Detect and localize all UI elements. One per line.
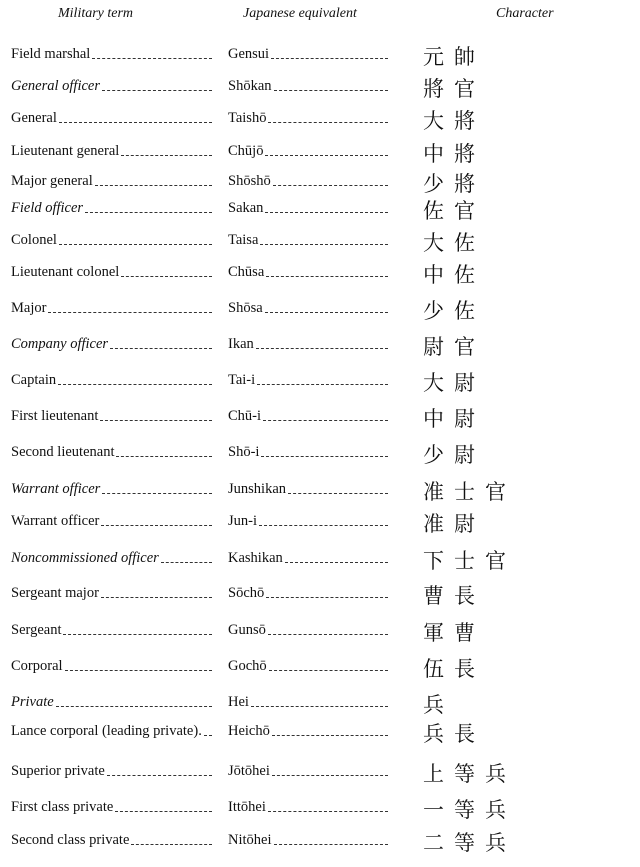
kanji-character: 兵 xyxy=(423,693,454,717)
japanese-equivalent: Ittōhei xyxy=(228,799,266,815)
military-term-text: Sergeant major xyxy=(11,585,99,601)
leader-line xyxy=(251,706,388,707)
japanese-equivalent: Junshikan xyxy=(228,481,286,497)
table-row xyxy=(0,47,640,81)
kanji-character: 中佐 xyxy=(423,263,485,287)
kanji-character: 少尉 xyxy=(423,443,485,467)
japanese-equivalent: Nitōhei xyxy=(228,832,272,848)
japanese-equivalent: Sakan xyxy=(228,200,264,216)
military-term xyxy=(11,79,211,94)
table-row xyxy=(0,233,640,267)
military-term-text: Major xyxy=(11,300,47,316)
military-term-text: Warrant officer xyxy=(11,481,101,497)
military-term-text: Corporal xyxy=(11,658,63,674)
kanji-character: 元帥 xyxy=(423,45,485,69)
leader-line xyxy=(65,670,212,671)
leader-line xyxy=(265,312,388,313)
table-row xyxy=(0,144,640,178)
japanese-equivalent: Kashikan xyxy=(228,550,283,566)
leader-line xyxy=(266,276,388,277)
leader-line xyxy=(59,244,212,245)
military-term-text: Private xyxy=(11,694,54,710)
military-term xyxy=(11,695,211,710)
military-term-text: Warrant officer xyxy=(11,513,100,529)
leader-line xyxy=(263,420,388,421)
leader-line xyxy=(121,155,212,156)
military-term-text: Sergeant xyxy=(11,622,62,638)
table-row xyxy=(0,445,640,479)
leader-line xyxy=(285,562,388,563)
japanese-equivalent: Jun-i xyxy=(228,513,257,529)
leader-line xyxy=(58,384,212,385)
military-term xyxy=(11,111,211,126)
table-row xyxy=(0,586,640,620)
military-term-text: Lieutenant colonel xyxy=(11,264,120,280)
leader-line xyxy=(95,185,212,186)
japanese-equivalent: Jōtōhei xyxy=(228,763,270,779)
kanji-character: 大佐 xyxy=(423,231,485,255)
leader-line xyxy=(110,348,212,349)
military-term-text: Field marshal xyxy=(11,46,91,62)
military-term xyxy=(11,409,211,424)
japanese-equivalent: Shō-i xyxy=(228,444,260,460)
table-row xyxy=(0,301,640,335)
leader-line xyxy=(268,634,388,635)
military-term-text: Second lieutenant xyxy=(11,444,115,460)
kanji-character: 少佐 xyxy=(423,299,485,323)
leader-line xyxy=(260,244,388,245)
header-military-term: Military term xyxy=(58,6,134,21)
leader-line xyxy=(102,90,212,91)
military-term-text: Captain xyxy=(11,372,57,388)
kanji-character: 伍長 xyxy=(423,657,485,681)
leader-line xyxy=(121,276,212,277)
table-row xyxy=(0,833,640,867)
kanji-character: 一等兵 xyxy=(423,798,516,822)
kanji-character: 上等兵 xyxy=(423,762,516,786)
military-term xyxy=(11,174,211,189)
kanji-character: 將官 xyxy=(423,77,485,101)
leader-line xyxy=(63,634,212,635)
military-term-text: Lieutenant general xyxy=(11,143,120,159)
leader-line xyxy=(265,212,388,213)
table-row xyxy=(0,373,640,407)
table-row xyxy=(0,551,640,585)
leader-line xyxy=(265,155,388,156)
table-row xyxy=(0,800,640,834)
military-term xyxy=(11,514,211,529)
japanese-equivalent: Tai-i xyxy=(228,372,256,388)
japanese-equivalent: Chū-i xyxy=(228,408,262,424)
leader-line xyxy=(272,735,388,736)
japanese-equivalent: Taisa xyxy=(228,232,259,248)
japanese-equivalent: Ikan xyxy=(228,336,254,352)
military-term-text: Superior private xyxy=(11,763,105,779)
leader-line xyxy=(274,90,389,91)
japanese-equivalent: Gochō xyxy=(228,658,267,674)
leader-line xyxy=(256,348,388,349)
table-row xyxy=(0,111,640,145)
table-row xyxy=(0,482,640,516)
japanese-equivalent: Gensui xyxy=(228,46,270,62)
kanji-character: 准尉 xyxy=(423,512,485,536)
military-term-text: First class private xyxy=(11,799,114,815)
japanese-equivalent: Hei xyxy=(228,694,249,710)
leader-line xyxy=(85,212,212,213)
kanji-character: 少將 xyxy=(423,172,485,196)
military-term xyxy=(11,265,211,280)
leader-line xyxy=(257,384,388,385)
japanese-equivalent: Heichō xyxy=(228,723,270,739)
table-row xyxy=(0,79,640,113)
leader-line xyxy=(101,525,212,526)
military-term xyxy=(11,201,211,216)
table-row xyxy=(0,724,640,758)
military-term-text: Field officer xyxy=(11,200,84,216)
leader-line xyxy=(102,493,212,494)
military-term-text: Lance corporal (leading private). xyxy=(11,723,202,739)
military-term xyxy=(11,445,211,460)
military-term-text: General xyxy=(11,110,57,126)
japanese-equivalent: Taishō xyxy=(228,110,267,126)
military-term xyxy=(11,551,211,566)
japanese-equivalent: Chūsa xyxy=(228,264,265,280)
kanji-character: 曹長 xyxy=(423,584,485,608)
leader-line xyxy=(274,844,389,845)
leader-line xyxy=(271,58,388,59)
leader-line xyxy=(273,185,388,186)
military-term xyxy=(11,337,211,352)
table-row xyxy=(0,201,640,235)
military-term-text: General officer xyxy=(11,78,100,94)
leader-line xyxy=(266,597,388,598)
leader-line xyxy=(268,122,388,123)
military-term xyxy=(11,800,211,815)
kanji-character: 下士官 xyxy=(423,549,516,573)
kanji-character: 中尉 xyxy=(423,407,485,431)
kanji-character: 中將 xyxy=(423,142,485,166)
military-term xyxy=(11,623,211,638)
leader-line xyxy=(259,525,388,526)
kanji-character: 兵長 xyxy=(423,722,485,746)
leader-line xyxy=(107,775,212,776)
kanji-character: 軍曹 xyxy=(423,621,485,645)
military-term-text: Second class private xyxy=(11,832,130,848)
kanji-character: 大尉 xyxy=(423,371,485,395)
japanese-equivalent: Shōkan xyxy=(228,78,272,94)
military-term xyxy=(11,233,211,248)
military-term xyxy=(11,144,211,159)
leader-line xyxy=(56,706,212,707)
leader-line xyxy=(115,811,212,812)
leader-line xyxy=(101,597,212,598)
table-row xyxy=(0,514,640,548)
leader-line xyxy=(268,811,388,812)
military-term xyxy=(11,724,211,739)
table-row xyxy=(0,265,640,299)
table-row xyxy=(0,623,640,657)
leader-line xyxy=(269,670,388,671)
kanji-character: 二等兵 xyxy=(423,831,516,855)
leader-line xyxy=(204,735,212,736)
military-term xyxy=(11,586,211,601)
leader-line xyxy=(161,562,212,563)
table-row xyxy=(0,337,640,371)
leader-line xyxy=(92,58,212,59)
header-japanese-equivalent: Japanese equivalent xyxy=(243,6,357,21)
military-term-text: Colonel xyxy=(11,232,57,248)
table-header xyxy=(0,6,640,26)
leader-line xyxy=(116,456,212,457)
japanese-equivalent: Shōsa xyxy=(228,300,263,316)
japanese-equivalent: Gunsō xyxy=(228,622,266,638)
kanji-character: 尉官 xyxy=(423,335,485,359)
military-term xyxy=(11,373,211,388)
military-term-text: Company officer xyxy=(11,336,109,352)
military-term xyxy=(11,482,211,497)
japanese-equivalent: Sōchō xyxy=(228,585,265,601)
military-term xyxy=(11,659,211,674)
military-term xyxy=(11,47,211,62)
japanese-equivalent: Shōshō xyxy=(228,173,271,189)
table-row xyxy=(0,409,640,443)
military-term xyxy=(11,301,211,316)
leader-line xyxy=(59,122,212,123)
leader-line xyxy=(288,493,388,494)
header-character: Character xyxy=(496,6,554,21)
military-term-text: Major general xyxy=(11,173,93,189)
military-term xyxy=(11,764,211,779)
leader-line xyxy=(100,420,212,421)
military-term xyxy=(11,833,211,848)
japanese-equivalent: Chūjō xyxy=(228,143,264,159)
leader-line xyxy=(272,775,388,776)
table-row xyxy=(0,764,640,798)
leader-line xyxy=(261,456,388,457)
military-term-text: First lieutenant xyxy=(11,408,99,424)
kanji-character: 大將 xyxy=(423,109,485,133)
leader-line xyxy=(48,312,212,313)
table-row xyxy=(0,659,640,693)
kanji-character: 佐官 xyxy=(423,199,485,223)
kanji-character: 准士官 xyxy=(423,480,516,504)
military-term-text: Noncommissioned officer xyxy=(11,550,159,566)
leader-line xyxy=(131,844,212,845)
